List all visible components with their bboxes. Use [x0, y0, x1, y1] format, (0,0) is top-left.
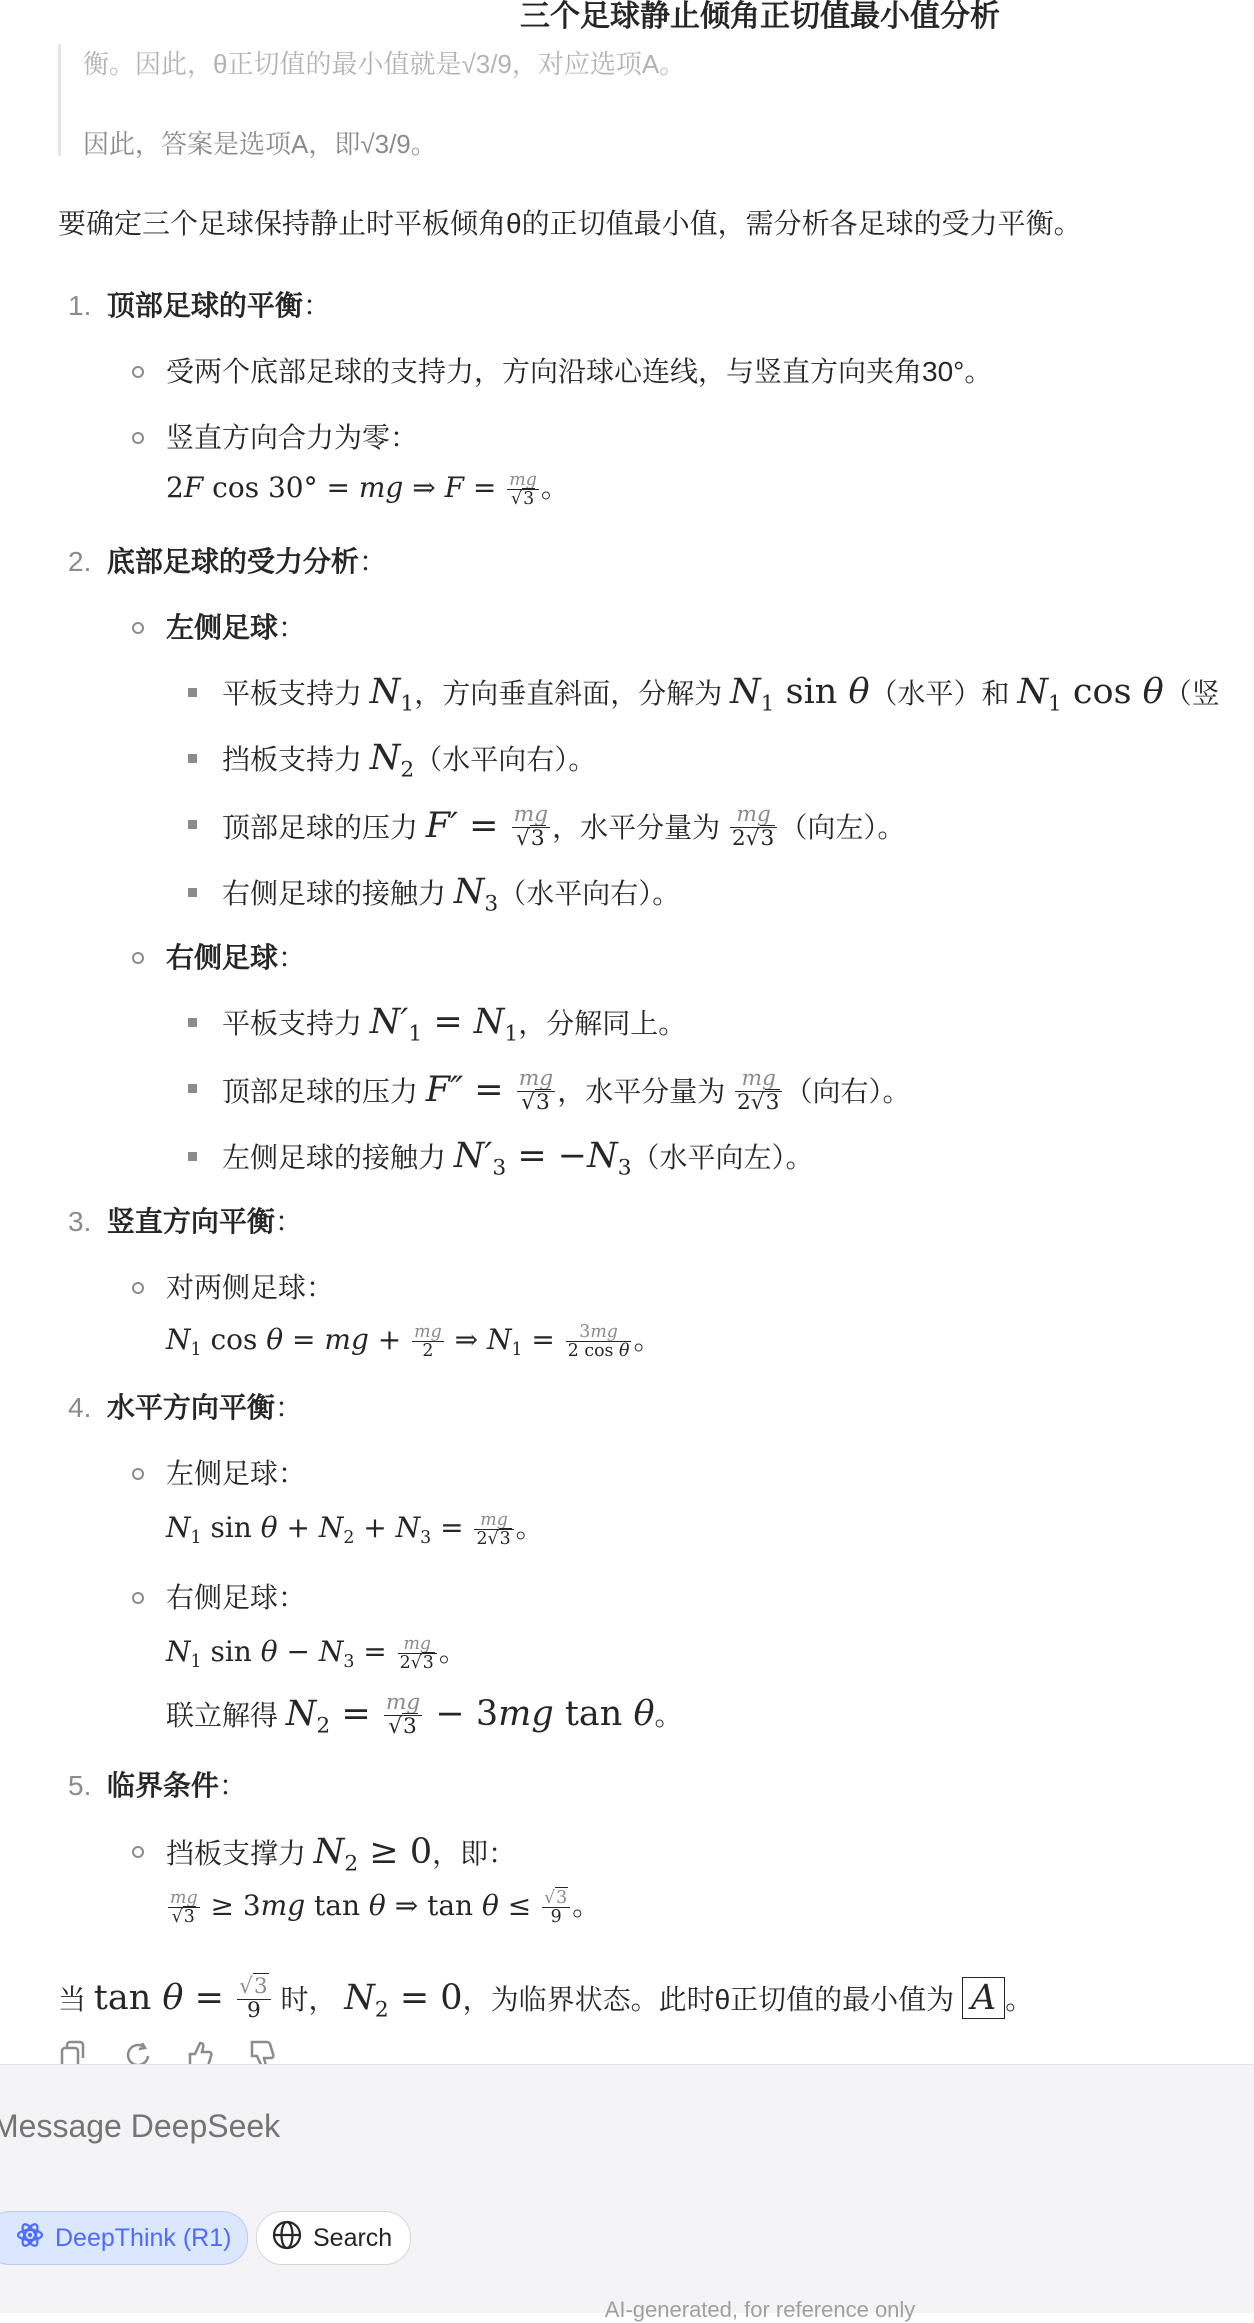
page-title: 三个足球静止倾角正切值最小值分析 [520, 0, 1000, 33]
s1-equation: 2F cos 30° = mg ⇒ F = $\frac{mg}{√3}$ 。 [166, 469, 569, 509]
s4-bullet-3: 联立解得 $N_2$ = $\frac{mg}{√3}$ − 3mg tan θ。 [166, 1690, 683, 1739]
s4-bullet-2: 右侧足球： [166, 1582, 307, 1613]
s5-bullet-1: 挡板支撑力 $N_2 \ge 0$，即： [166, 1832, 517, 1877]
s2-right-r: 左侧足球的接触力 $N'_3 = -N_3$（水平向左）。 [222, 1136, 814, 1181]
disclaimer: AI-generated, for reference only [604, 2297, 916, 2322]
bullet-circle [132, 1282, 144, 1294]
answer-intro: 要确定三个足球保持静止时平板倾角θ的正切值最小值，需分析各足球的受力平衡。 [58, 208, 1082, 239]
section-1-heading: 1. 顶部足球的平衡： [68, 290, 331, 321]
bullet-square [188, 820, 197, 829]
s1-bullet-1: 受两个底部足球的支持力，方向沿球心连线，与竖直方向夹角30°。 [166, 356, 993, 387]
boxed-answer: A [962, 1977, 1005, 2019]
deepthink-label: DeepThink (R1) [55, 2223, 232, 2252]
bullet-square [188, 888, 197, 897]
s4-bullet-1: 左侧足球： [166, 1458, 307, 1489]
thinking-quote [58, 40, 1211, 159]
message-input[interactable] [0, 2095, 1194, 2157]
s2-left-p: 平板支持力 $N_1$，方向垂直斜面，分解为 $N_1$ sin θ（水平）和 $N_1$ cos θ（竖 [222, 672, 1220, 717]
bullet-circle [132, 952, 144, 964]
s2-right-title: 右侧足球： [166, 942, 307, 973]
globe-icon [271, 2219, 303, 2258]
s2-left-title: 左侧足球： [166, 612, 307, 643]
thinking-line-1: 衡。因此，θ正切值的最小值就是√3/9，对应选项A。 [83, 49, 686, 79]
bullet-square [188, 1152, 197, 1161]
s2-right-p: 平板支持力 $N'_1 = N_1$，分解同上。 [222, 1002, 687, 1047]
s2-left-s: 右侧足球的接触力 $N_3$（水平向右）。 [222, 872, 681, 917]
section-2-heading: 2. 底部足球的受力分析： [68, 546, 387, 577]
s2-left-r: 顶部足球的压力 F′ = $\frac{mg}{√3}$ ，水平分量为 $\frac{mg}{2√3}$ （向左）。 [222, 802, 906, 851]
top-bar [0, 0, 1254, 44]
bullet-circle [132, 366, 144, 378]
s5-equation: $\frac{mg}{√3}$ ≥ 3mg tan θ ⇒ tan θ ≤ $\frac{√3}{9}$ 。 [170, 1887, 601, 1927]
bullet-square [188, 754, 197, 763]
s3-equation: $N_1$ cos θ = mg + $\frac{mg}{2}$ ⇒ $N_1$ = $\frac{3mg}{\text{2 cos θ}}$ 。 [166, 1321, 662, 1361]
conclusion: 当 tan θ = $\frac{√3}{9}$ 时， $N_2 = 0$，为临界状态。此时θ正切值的最小值为 A 。 [58, 1974, 1034, 2023]
bullet-circle [132, 432, 144, 444]
atom-icon [15, 2220, 45, 2257]
section-4-heading: 4. 水平方向平衡： [68, 1392, 303, 1423]
bullet-square [188, 688, 197, 697]
composer [0, 2064, 1254, 2322]
s2-right-q: 顶部足球的压力 F″ = $\frac{mg}{√3}$ ，水平分量为 $\frac{mg}{2√3}$ （向右）。 [222, 1066, 911, 1115]
s3-bullet-1: 对两侧足球： [166, 1272, 335, 1303]
search-label: Search [313, 2223, 393, 2252]
search-button[interactable] [256, 2211, 411, 2265]
s4-equation-1: $N_1$ $\sin \theta + N_2 + N_3$ = $\frac{mg}{2√3}$ 。 [166, 1509, 544, 1549]
s2-left-q: 挡板支持力 $N_2$（水平向右）。 [222, 738, 597, 783]
s4-equation-2: $N_1$ $\sin \theta - N_3$ = $\frac{mg}{2√3}$ 。 [166, 1633, 467, 1673]
s1-bullet-2: 竖直方向合力为零： [166, 422, 419, 453]
bullet-circle [132, 622, 144, 634]
bullet-square [188, 1084, 197, 1093]
section-5-heading: 5. 临界条件： [68, 1770, 247, 1801]
bullet-circle [132, 1592, 144, 1604]
bullet-circle [132, 1468, 144, 1480]
thinking-line-2: 因此，答案是选项A，即√3/9。 [83, 129, 437, 159]
section-3-heading: 3. 竖直方向平衡： [68, 1206, 303, 1237]
deepthink-button[interactable] [0, 2211, 248, 2265]
bullet-square [188, 1018, 197, 1027]
bullet-circle [132, 1846, 144, 1858]
